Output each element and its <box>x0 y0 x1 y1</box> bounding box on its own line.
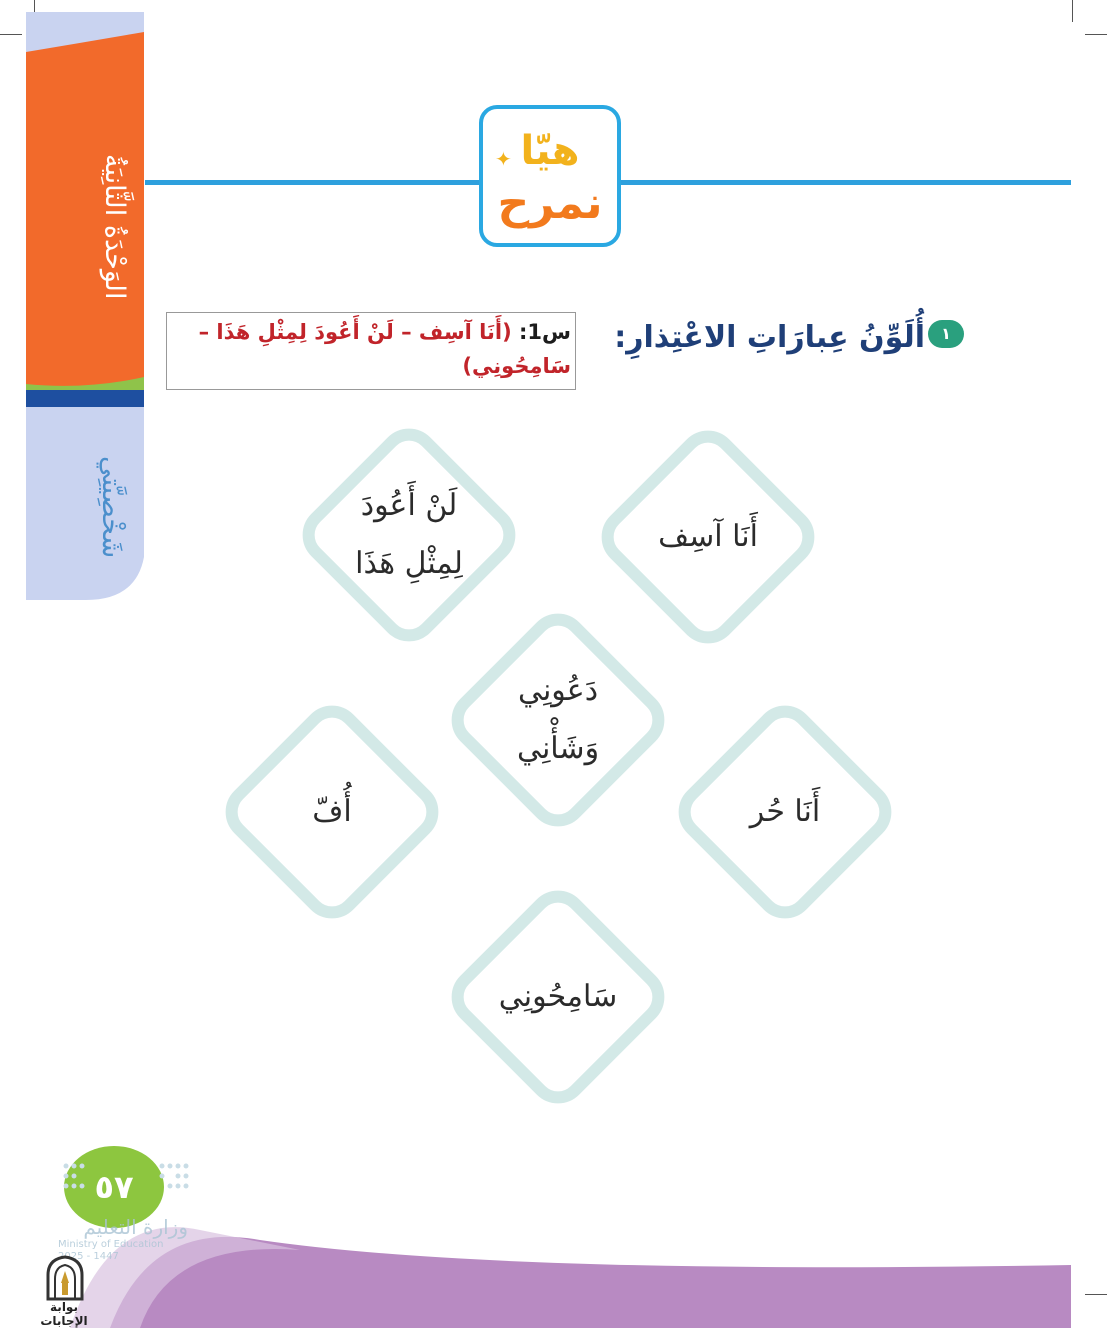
phrase-card-leave-me[interactable] <box>433 595 683 845</box>
side-tab <box>26 12 144 600</box>
answers-gate-label: بوابة الإجابات <box>40 1300 88 1328</box>
star-icon: ✦ <box>495 147 512 171</box>
haya-namrah-logo <box>479 105 621 247</box>
question-number-badge: ١ <box>928 320 964 348</box>
logo-line-1: هيّا <box>520 128 580 174</box>
unit-title: الوَحْدَةُ الثَّانِيَةُ <box>99 154 130 300</box>
crop-mark <box>0 34 22 35</box>
phrase-text-line-2: وَشَأْنِي <box>516 731 600 766</box>
answer-box <box>166 312 576 390</box>
phrase-label <box>433 872 683 1122</box>
phrase-label <box>433 595 683 845</box>
crop-mark <box>1072 0 1073 22</box>
phrase-card-im-free[interactable] <box>660 687 910 937</box>
answer-label: س1: <box>518 320 571 344</box>
question-instruction: أُلَوِّنُ عِبارَاتِ الاعْتِذارِ: <box>614 320 925 355</box>
phrase-text-line-2: لِمِثْلِ هَذَا <box>355 546 463 581</box>
ministry-year: 2025 - 1447 <box>58 1251 119 1262</box>
phrase-label <box>660 687 910 937</box>
ministry-name-en: Ministry of Education <box>58 1239 164 1250</box>
answer-text: (أَنَا آسِف – لَنْ أَعُودَ لِمِثْلِ هَذَا – سَامِحُونِي) <box>198 320 571 378</box>
phrase-card-uff[interactable] <box>207 687 457 937</box>
phrase-card-forgive-me[interactable] <box>433 872 683 1122</box>
logo-line-2: نمرح <box>497 178 603 229</box>
phrase-text-line-1: دَعُونِي <box>517 673 599 708</box>
phrase-text: أَنَا حُر <box>749 794 821 829</box>
topic-title: شَخْصِيَّتِي <box>96 455 127 559</box>
phrase-label <box>207 687 457 937</box>
phrase-text: سَامِحُونِي <box>498 979 618 1014</box>
page-number: ٥٧ <box>94 1168 134 1206</box>
phrase-text: أَنَا آسِف <box>658 519 758 554</box>
phrase-text: أُفّ <box>312 794 352 829</box>
phrase-text-line-1: لَنْ أَعُودَ <box>360 488 458 523</box>
answers-gate-icon <box>40 1255 90 1301</box>
crop-mark <box>1085 34 1107 35</box>
ministry-name-ar: وزارة التعليم <box>83 1215 188 1239</box>
